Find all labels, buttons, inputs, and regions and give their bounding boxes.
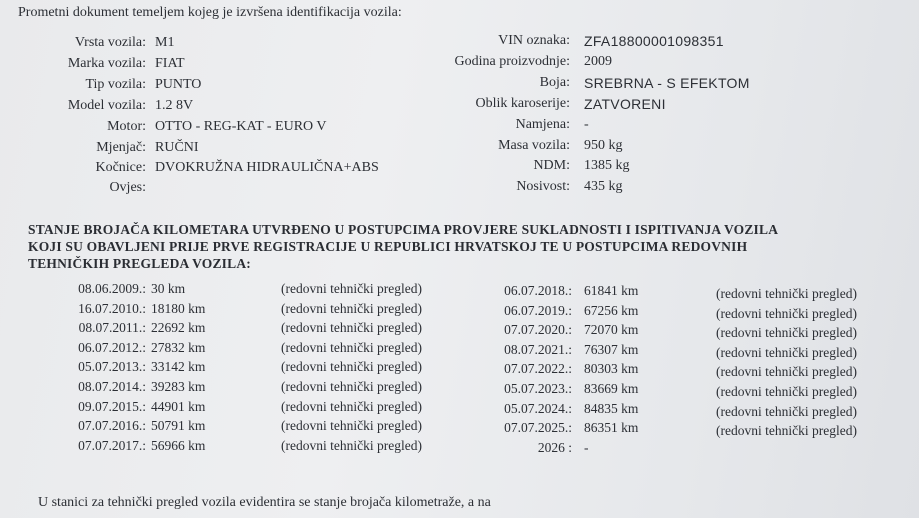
field-label: NDM: bbox=[533, 158, 570, 173]
field-value: M1 bbox=[155, 35, 175, 50]
field-label: Mjenjač: bbox=[96, 140, 146, 155]
field-label: Motor: bbox=[107, 119, 146, 134]
heading-line-2: KOJI SU OBAVLJENI PRIJE PRVE REGISTRACIJE U REPUBLICI HRVATSKOJ TE U POSTUPCIMA REDOVNIH bbox=[28, 239, 748, 254]
field-value: RUČNI bbox=[155, 140, 199, 155]
field-value: - bbox=[584, 117, 589, 132]
field-value: ZATVORENI bbox=[584, 96, 666, 112]
field-value: 2009 bbox=[584, 54, 612, 69]
reading-note: (redovni tehnički pregled) bbox=[716, 325, 857, 341]
field-value: OTTO - REG-KAT - EURO V bbox=[155, 119, 327, 134]
field-value: 1385 kg bbox=[584, 158, 630, 173]
reading-km: 84835 km bbox=[584, 400, 639, 416]
heading-line-3: TEHNIČKIH PREGLEDA VOZILA: bbox=[28, 256, 251, 271]
field-label: Namjena: bbox=[515, 117, 570, 132]
odometer-heading bbox=[28, 221, 898, 272]
reading-date: 16.07.2010.: bbox=[78, 300, 146, 316]
reading-date: 07.07.2017.: bbox=[78, 437, 146, 453]
reading-date: 08.07.2011.: bbox=[78, 320, 146, 336]
field-value: ZFA18800001098351 bbox=[584, 33, 724, 49]
reading-km: 44901 km bbox=[151, 398, 206, 414]
reading-note: (redovni tehnički pregled) bbox=[281, 339, 422, 355]
reading-km: 18180 km bbox=[151, 300, 206, 316]
reading-km: 50791 km bbox=[151, 418, 206, 434]
field-value: 435 kg bbox=[584, 179, 623, 194]
reading-note: (redovni tehnički pregled) bbox=[716, 403, 857, 419]
reading-note: (redovni tehnički pregled) bbox=[716, 286, 857, 301]
reading-date: 05.07.2023.: bbox=[504, 381, 572, 396]
field-label: Oblik karoserije: bbox=[475, 96, 570, 111]
reading-note: (redovni tehnički pregled) bbox=[281, 320, 422, 336]
reading-km: 67256 km bbox=[584, 302, 639, 318]
reading-date: 08.07.2014.: bbox=[78, 379, 146, 394]
reading-note: (redovni tehnički pregled) bbox=[716, 305, 857, 321]
field-label: Boja: bbox=[539, 75, 570, 90]
reading-km: 39283 km bbox=[151, 379, 206, 394]
reading-note: (redovni tehnički pregled) bbox=[281, 281, 422, 296]
reading-km: 83669 km bbox=[584, 381, 639, 396]
field-label: Marka vozila: bbox=[67, 56, 146, 71]
field-value: PUNTO bbox=[155, 77, 202, 92]
reading-note: (redovni tehnički pregled) bbox=[281, 418, 422, 434]
reading-note: (redovni tehnički pregled) bbox=[716, 344, 857, 360]
field-label: Godina proizvodnje: bbox=[454, 54, 570, 69]
reading-note: (redovni tehnički pregled) bbox=[281, 398, 422, 414]
reading-km: 27832 km bbox=[151, 339, 206, 355]
reading-km: 80303 km bbox=[584, 361, 639, 377]
field-value: DVOKRUŽNA HIDRAULIČNA+ABS bbox=[155, 160, 379, 175]
field-label: Masa vozila: bbox=[498, 138, 570, 153]
intro-text: Prometni dokument temeljem kojeg je izvršena identifikacija vozila: bbox=[18, 5, 402, 20]
reading-note: (redovni tehnički pregled) bbox=[716, 364, 857, 380]
reading-date: 2026 : bbox=[537, 439, 572, 455]
reading-km: 86351 km bbox=[584, 420, 639, 436]
field-value: 950 kg bbox=[584, 138, 623, 153]
field-value: SREBRNA - S EFEKTOM bbox=[584, 75, 750, 91]
reading-note: (redovni tehnički pregled) bbox=[716, 384, 857, 399]
field-label: Tip vozila: bbox=[85, 77, 146, 92]
field-label: Kočnice: bbox=[95, 160, 146, 175]
reading-date: 05.07.2013.: bbox=[78, 359, 146, 375]
reading-km: 56966 km bbox=[151, 437, 206, 453]
reading-km: 61841 km bbox=[584, 283, 639, 298]
reading-date: 08.07.2021.: bbox=[504, 341, 572, 357]
reading-km: 33142 km bbox=[151, 359, 206, 375]
field-label: VIN oznaka: bbox=[498, 33, 570, 48]
reading-km: 22692 km bbox=[151, 320, 206, 336]
field-value: 1.2 8V bbox=[155, 98, 194, 113]
reading-date: 09.07.2015.: bbox=[78, 398, 146, 414]
reading-note: (redovni tehnički pregled) bbox=[281, 379, 422, 394]
reading-date: 05.07.2024.: bbox=[504, 400, 572, 416]
reading-note: (redovni tehnički pregled) bbox=[281, 437, 422, 453]
reading-km: 30 km bbox=[151, 281, 186, 296]
heading-line-1: STANJE BROJAČA KILOMETARA UTVRĐENO U POSTUPCIMA PROVJERE SUKLADNOSTI I ISPITIVANJA VOZILA bbox=[28, 222, 779, 237]
reading-km: - bbox=[584, 439, 589, 455]
reading-date: 07.07.2020.: bbox=[504, 322, 572, 338]
footer-text: U stanici za tehnički pregled vozila evidentira se stanje brojača kilometraže, a na bbox=[38, 495, 491, 510]
reading-date: 06.07.2018.: bbox=[504, 283, 572, 298]
reading-km: 76307 km bbox=[584, 341, 639, 357]
reading-km: 72070 km bbox=[584, 322, 639, 338]
reading-date: 07.07.2016.: bbox=[78, 418, 146, 434]
reading-date: 06.07.2019.: bbox=[504, 302, 572, 318]
reading-date: 07.07.2025.: bbox=[504, 420, 572, 436]
field-value: FIAT bbox=[155, 56, 185, 71]
reading-date: 07.07.2022.: bbox=[504, 361, 572, 377]
reading-note: (redovni tehnički pregled) bbox=[716, 423, 857, 439]
reading-note: (redovni tehnički pregled) bbox=[281, 300, 422, 316]
field-label: Nosivost: bbox=[516, 179, 570, 194]
field-label: Vrsta vozila: bbox=[74, 35, 146, 50]
field-label: Ovjes: bbox=[109, 180, 146, 195]
reading-date: 08.06.2009.: bbox=[78, 281, 146, 296]
reading-note: (redovni tehnički pregled) bbox=[281, 359, 422, 375]
reading-date: 06.07.2012.: bbox=[78, 339, 146, 355]
field-label: Model vozila: bbox=[67, 98, 146, 113]
